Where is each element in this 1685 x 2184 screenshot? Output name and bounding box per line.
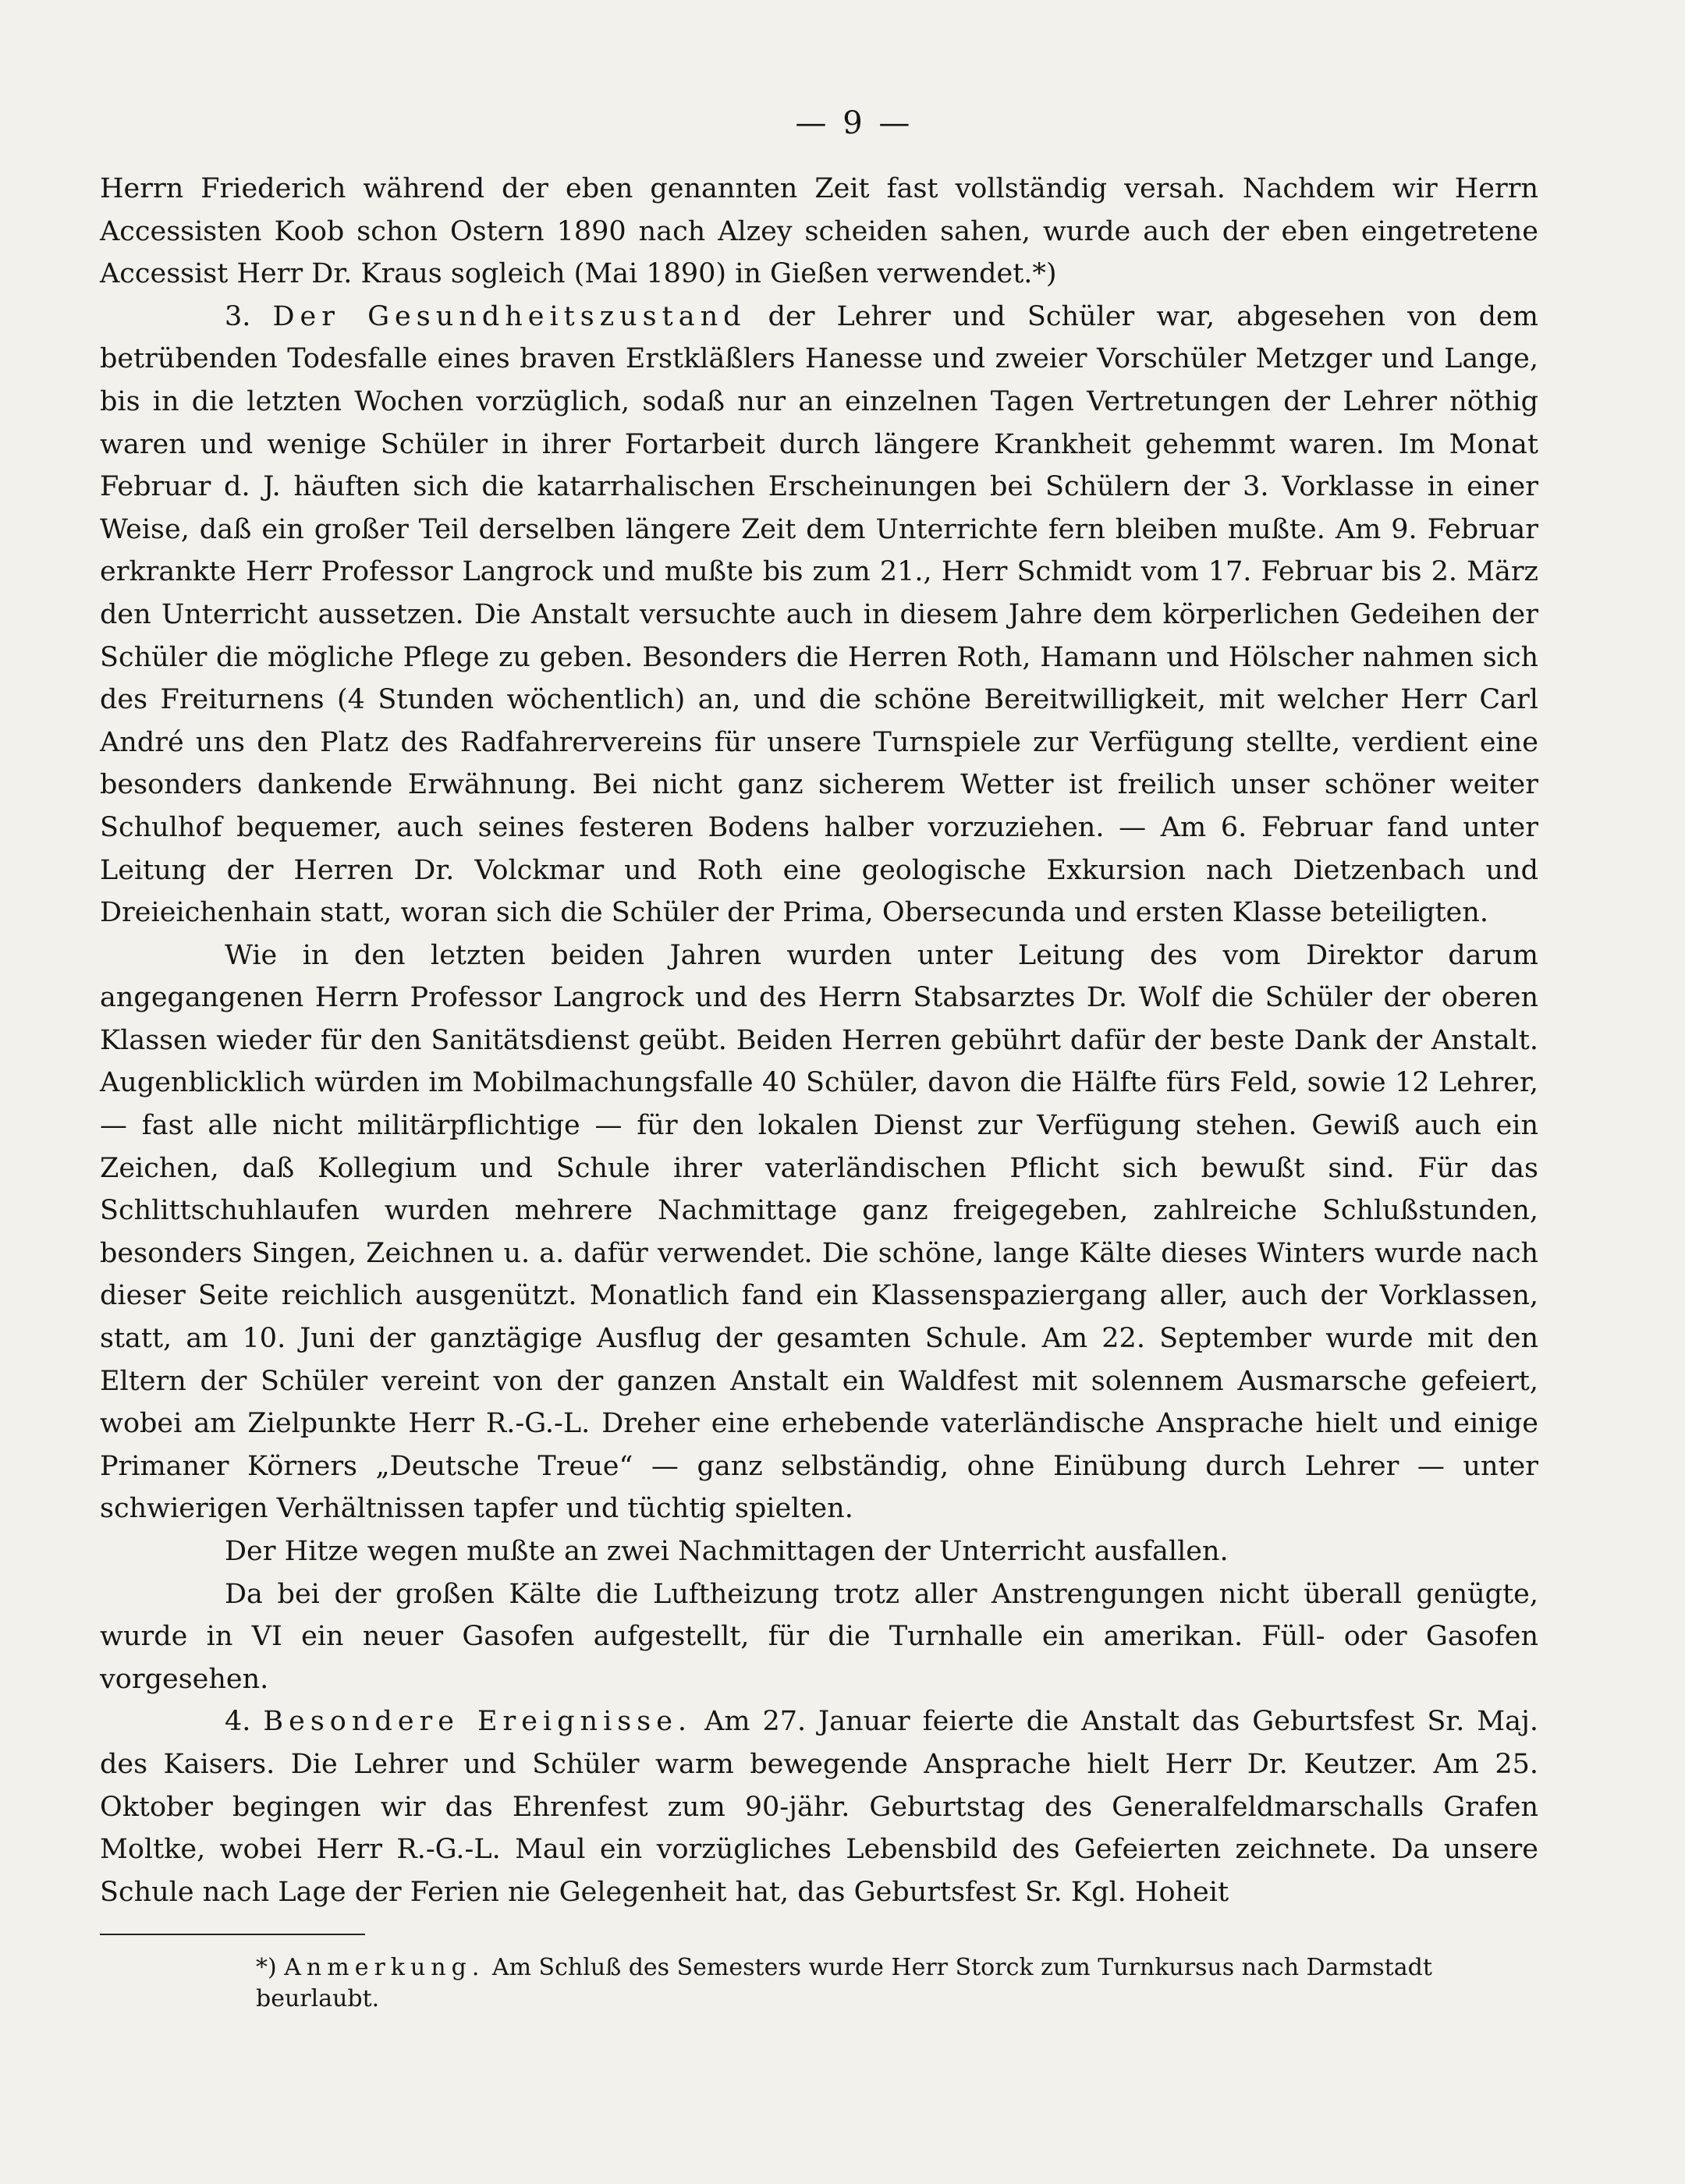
paragraph-health [100,296,1538,934]
paragraph-sanitary: Wie in den letzten beiden Jahren wurden unter Leitung des vom Direktor darum angegangenen Herrn Professor Langrock und des Herrn Stabsarztes Dr. Wolf die Schüler der oberen Klassen wieder für den Sanitätsdienst geübt. Beiden Herren gebührt dafür der beste Dank der Anstalt. Augenblicklich würden im Mobilmachungsfalle 40 Schüler, davon die Hälfte fürs Feld, sowie 12 Lehrer, — fast alle nicht militärpflichtige — für den lokalen Dienst zur Verfügung stehen. Gewiß auch ein Zeichen, daß Kollegium und Schule ihrer vaterländischen Pflicht sich bewußt sind. Für das Schlittschuhlaufen wurden mehrere Nachmittage ganz freigegeben, zahlreiche Schlußstunden, besonders Singen, Zeichnen u. a. dafür verwendet. Die schöne, lange Kälte dieses Winters wurde nach dieser Seite reichlich ausgenützt. Monatlich fand ein Klassenspaziergang aller, auch der Vorklassen, statt, am 10. Juni der ganztägige Ausflug der gesamten Schule. Am 22. September wurde mit den Eltern der Schüler vereint von der ganzen Anstalt ein Waldfest mit solennem Ausmarsche gefeiert, wobei am Zielpunkte Herr R.-G.-L. Dreher eine erhebende vaterländische Ansprache hielt und einige Primaner Körners „Deutsche Treue“ — ganz selbständig, ohne Einübung durch Lehrer — unter schwierigen Verhältnissen tapfer und tüchtig spielten. [100,939,1538,1525]
footnote [100,1952,1538,2015]
paragraph-events-text: Am 27. Januar feierte die Anstalt das Geburtsfest Sr. Maj. des Kaisers. Die Lehrer und Schüler warm bewegende Ansprache hielt Herr Dr. Keutzer. Am 25. Oktober begingen wir das Ehrenfest zum 90-jähr. Geburtstag des Generalfeldmarschalls Grafen Moltke, wobei Herr R.-G.-L. Maul ein vorzügliches Lebensbild des Gefeierten zeichnete. Da unsere Schule nach Lage der Ferien nie Gelegenheit hat, das Geburtsfest Sr. Kgl. Hoheit [100,1706,1538,1908]
paragraph-1: Herrn Friederich während der eben genannten Zeit fast vollständig versah. Nachdem wir Herrn Accessisten Koob schon Ostern 1890 nach Alzey scheiden sahen, wurde auch der eben eingetretene Accessist Herr Dr. Kraus sogleich (Mai 1890) in Gießen verwendet.*) [100,173,1538,290]
paragraph-health-text: der Lehrer und Schüler war, abgesehen von dem betrübenden Todesfalle eines braven Erstkläßlers Hanesse und zweier Vorschüler Metzger und Lange, bis in die letzten Wochen vorzüglich, sodaß nur an einzelnen Tagen Vertretungen der Lehrer nöthig waren und wenige Schüler in ihrer Fortarbeit durch längere Krankheit gehemmt waren. Im Monat Februar d. J. häuften sich die katarrhalischen Erscheinungen bei Schülern der 3. Vorklasse in einer Weise, daß ein großer Teil derselben längere Zeit dem Unterrichte fern bleiben mußte. Am 9. Februar erkrankte Herr Professor Langrock und mußte bis zum 21., Herr Schmidt vom 17. Februar bis 2. März den Unterricht aussetzen. Die Anstalt versuchte auch in diesem Jahre dem körperlichen Gedeihen der Schüler die mögliche Pflege zu geben. Besonders die Herren Roth, Hamann und Hölscher nahmen sich des Freiturnens (4 Stunden wöchentlich) an, und die schöne Bereitwilligkeit, mit welcher Herr Carl André uns den Platz des Radfahrervereins für unsere Turnspiele zur Verfügung stellte, verdient eine besonders dankende Erwähnung. Bei nicht ganz sicherem Wetter ist freilich unser schöner weiter Schulhof bequemer, auch seines festeren Bodens halber vorzuziehen. — Am 6. Februar fand unter Leitung der Herren Dr. Volckmar und Roth eine geologische Exkursion nach Dietzenbach und Dreieichenhain statt, woran sich die Schüler der Prima, Obersecunda und ersten Klasse beteiligten. [100,300,1538,929]
section-heading-health: Der Gesundheitszustand [272,300,747,332]
paragraph-events [100,1700,1538,1913]
body-text [100,168,1538,1913]
section-number-3: 3. [225,300,251,332]
paragraph-heat: Der Hitze wegen mußte an zwei Nachmittagen der Unterricht ausfallen. [225,1536,1229,1567]
page-number: — 9 — [795,105,913,141]
footnote-marker: *) [256,1954,277,1982]
footnote-divider [100,1934,365,1935]
footnote-text: Am Schluß des Semesters wurde Herr Storck zum Turnkursus nach Darmstadt beurlaubt. [256,1954,1432,2013]
footnote-label: Anmerkung. [284,1954,485,1982]
paragraph-heating: Da bei der großen Kälte die Luftheizung trotz aller Anstrengungen nicht überall genügte, wurde in VI ein neuer Gasofen aufgestellt, für die Turnhalle ein amerikan. Füll- oder Gasofen vorgesehen. [100,1578,1538,1695]
section-number-4: 4. [225,1706,251,1738]
section-heading-events: Besondere Ereignisse. [263,1706,693,1738]
